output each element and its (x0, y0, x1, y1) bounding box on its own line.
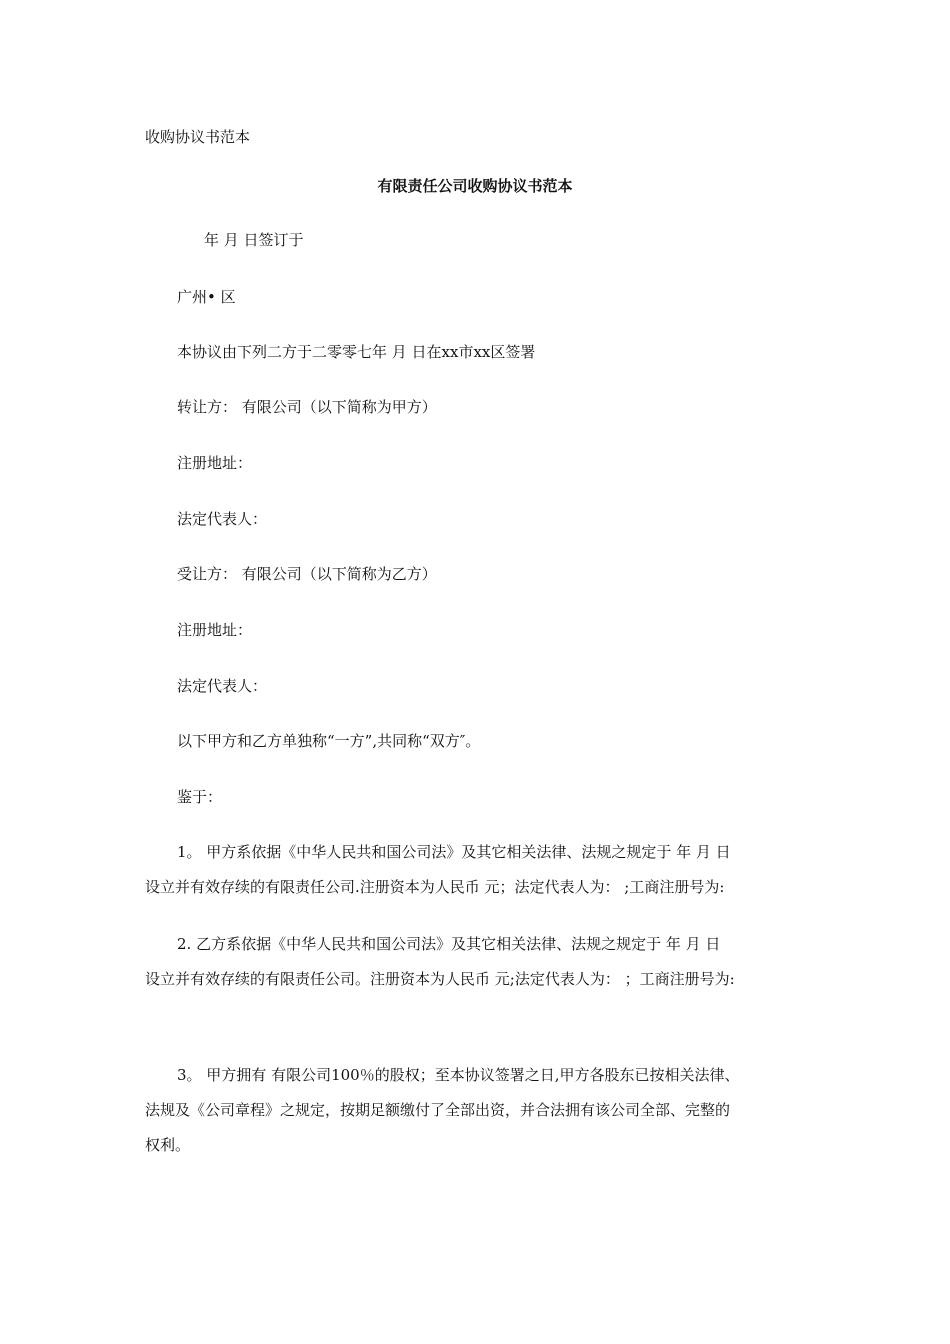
clause-1-line-1: 1。 甲方系依据《中华人民共和国公司法》及其它相关法律、法规之规定于 年 月 日 (177, 843, 731, 861)
clause-3-line-2: 法规及《公司章程》之规定，按期足额缴付了全部出资，并合法拥有该公司全部、完整的 (145, 1101, 731, 1119)
party-b-representative: 法定代表人： (177, 677, 268, 695)
clause-1 (145, 835, 805, 905)
collective-definition: 以下甲方和乙方单独称“一方”,共同称“双方″。 (177, 732, 481, 750)
clause-3-line-3: 权利。 (145, 1136, 191, 1154)
party-a-address: 注册地址： (177, 454, 253, 472)
clause-2-line-1: 2. 乙方系依据《中华人民共和国公司法》及其它相关法律、法规之规定于 年 月 日 (177, 935, 721, 953)
whereas-heading: 鉴于： (177, 788, 223, 806)
party-a-label: 转让方： 有限公司（以下简称为甲方） (177, 398, 437, 416)
signing-place-line: 广州• 区 (177, 288, 236, 306)
clause-2-line-2: 设立并有效存续的有限责任公司。注册资本为人民币 元;法定代表人为： ；工商注册号为: (145, 970, 735, 988)
party-a-representative: 法定代表人： (177, 510, 268, 528)
party-b-label: 受让方： 有限公司（以下简称为乙方） (177, 565, 437, 583)
clause-3-line-1: 3。 甲方拥有 有限公司100％的股权；至本协议签署之日,甲方各股东已按相关法律、 (177, 1066, 740, 1084)
document-header: 收购协议书范本 (145, 128, 251, 146)
party-b-address: 注册地址： (177, 621, 253, 639)
intro-line: 本协议由下列二方于二零零七年 月 日在xx市xx区签署 (177, 343, 536, 361)
clause-1-line-2: 设立并有效存续的有限责任公司.注册资本为人民币 元；法定代表人为： ;工商注册号为: (145, 878, 725, 896)
clause-3 (145, 1058, 805, 1163)
document-title: 有限责任公司收购协议书范本 (377, 177, 573, 195)
clause-2 (145, 927, 805, 997)
signing-date-line: 年 月 日签订于 (204, 231, 304, 249)
